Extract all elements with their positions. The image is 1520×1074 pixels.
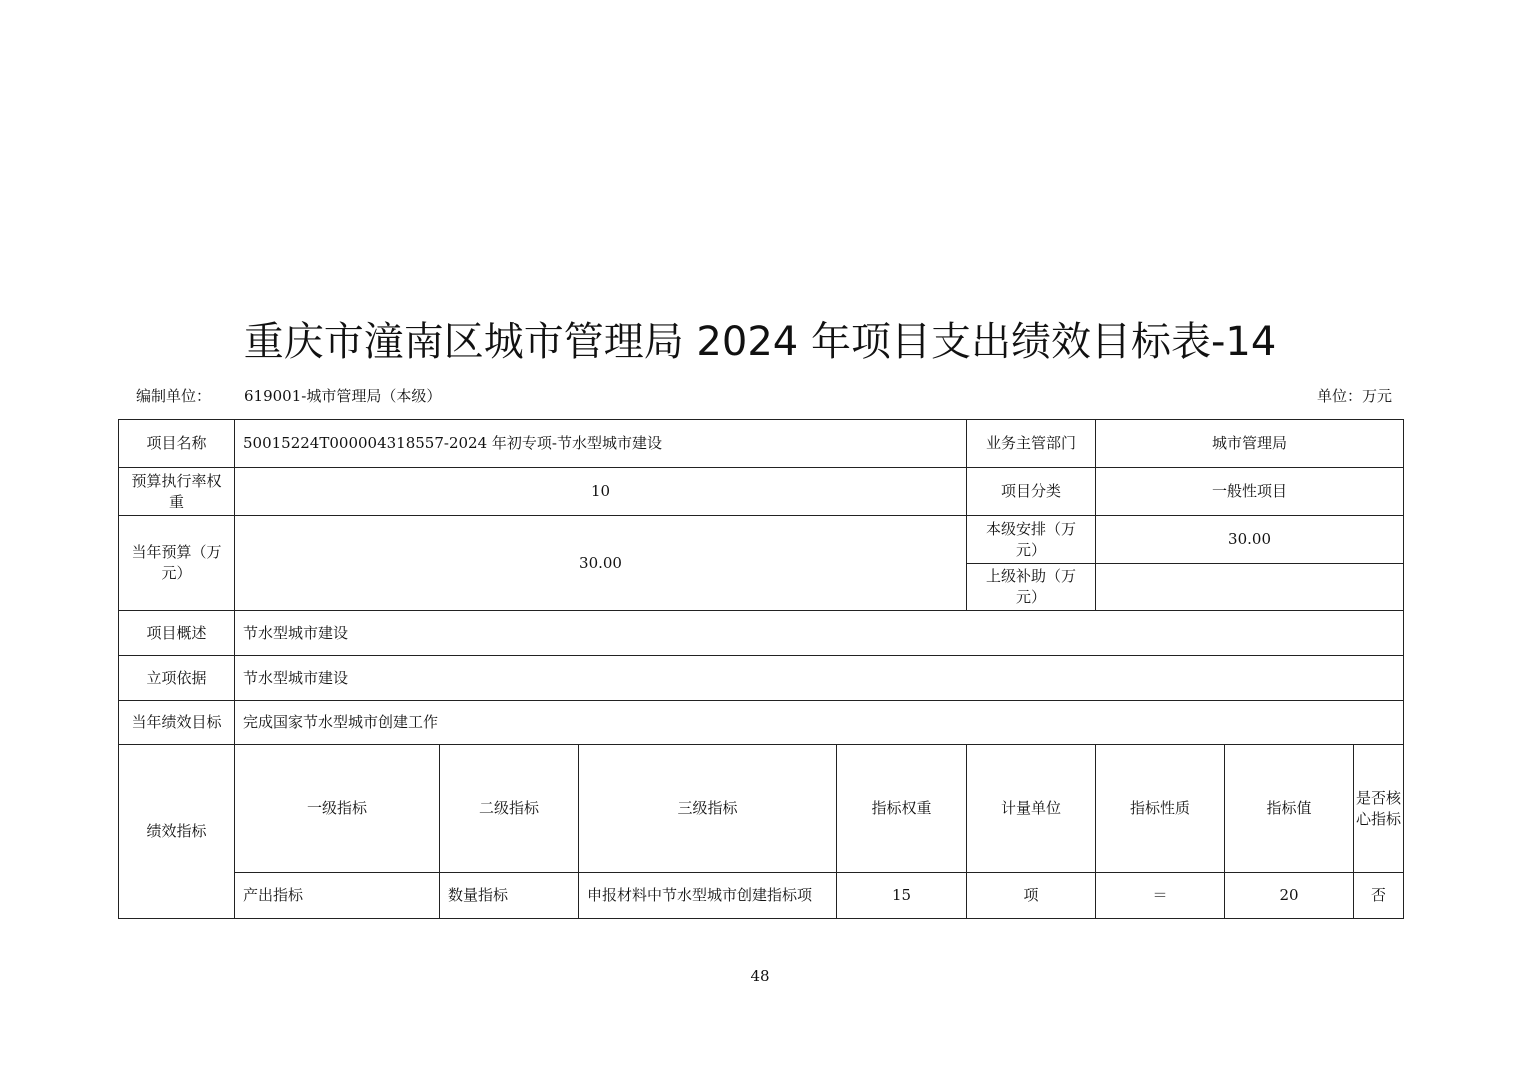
row-exec-rate bbox=[119, 468, 1404, 516]
overview-value: 节水型城市建设 bbox=[235, 611, 1404, 656]
page-number: 48 bbox=[750, 967, 770, 985]
exec-rate-weight-value: 10 bbox=[235, 468, 967, 516]
performance-target-table bbox=[118, 419, 1404, 919]
row-project-name bbox=[119, 420, 1404, 468]
header-nature: 指标性质 bbox=[1096, 745, 1225, 873]
row-overview bbox=[119, 611, 1404, 656]
compile-unit-value: 619001-城市管理局（本级） bbox=[244, 387, 442, 405]
exec-rate-weight-label: 预算执行率权重 bbox=[119, 468, 235, 516]
upper-subsidy-value bbox=[1096, 564, 1404, 611]
indicator-core: 否 bbox=[1354, 873, 1404, 919]
department-value: 城市管理局 bbox=[1096, 420, 1404, 468]
row-indicator-headers bbox=[119, 745, 1404, 873]
indicator-level3: 申报材料中节水型城市创建指标项 bbox=[579, 873, 837, 919]
compile-unit-label: 编制单位： bbox=[136, 387, 212, 405]
row-basis bbox=[119, 656, 1404, 701]
header-core: 是否核心指标 bbox=[1354, 745, 1404, 873]
row-goal bbox=[119, 701, 1404, 745]
annual-budget-label: 当年预算（万元） bbox=[119, 516, 235, 611]
header-level3: 三级指标 bbox=[579, 745, 837, 873]
indicators-label: 绩效指标 bbox=[119, 745, 235, 919]
basis-label: 立项依据 bbox=[119, 656, 235, 701]
goal-value: 完成国家节水型城市创建工作 bbox=[235, 701, 1404, 745]
overview-label: 项目概述 bbox=[119, 611, 235, 656]
indicator-nature: ＝ bbox=[1096, 873, 1225, 919]
indicator-level2: 数量指标 bbox=[440, 873, 579, 919]
indicator-row bbox=[119, 873, 1404, 919]
project-name-label: 项目名称 bbox=[119, 420, 235, 468]
basis-value: 节水型城市建设 bbox=[235, 656, 1404, 701]
project-name-value: 50015224T000004318557-2024 年初专项-节水型城市建设 bbox=[235, 420, 967, 468]
header-level1: 一级指标 bbox=[235, 745, 440, 873]
indicator-weight: 15 bbox=[837, 873, 967, 919]
indicator-level1: 产出指标 bbox=[235, 873, 440, 919]
indicator-value: 20 bbox=[1225, 873, 1354, 919]
header-unit: 计量单位 bbox=[967, 745, 1096, 873]
same-level-value: 30.00 bbox=[1096, 516, 1404, 564]
goal-label: 当年绩效目标 bbox=[119, 701, 235, 745]
department-label: 业务主管部门 bbox=[967, 420, 1096, 468]
upper-subsidy-label: 上级补助（万元） bbox=[967, 564, 1096, 611]
unit-note: 单位：万元 bbox=[1316, 387, 1392, 405]
header-value: 指标值 bbox=[1225, 745, 1354, 873]
document-title: 重庆市潼南区城市管理局 2024 年项目支出绩效目标表-14 bbox=[243, 319, 1277, 365]
annual-budget-value: 30.00 bbox=[235, 516, 967, 611]
header-level2: 二级指标 bbox=[440, 745, 579, 873]
same-level-label: 本级安排（万元） bbox=[967, 516, 1096, 564]
row-annual-budget bbox=[119, 516, 1404, 564]
project-category-label: 项目分类 bbox=[967, 468, 1096, 516]
indicator-unit: 项 bbox=[967, 873, 1096, 919]
header-weight: 指标权重 bbox=[837, 745, 967, 873]
project-category-value: 一般性项目 bbox=[1096, 468, 1404, 516]
